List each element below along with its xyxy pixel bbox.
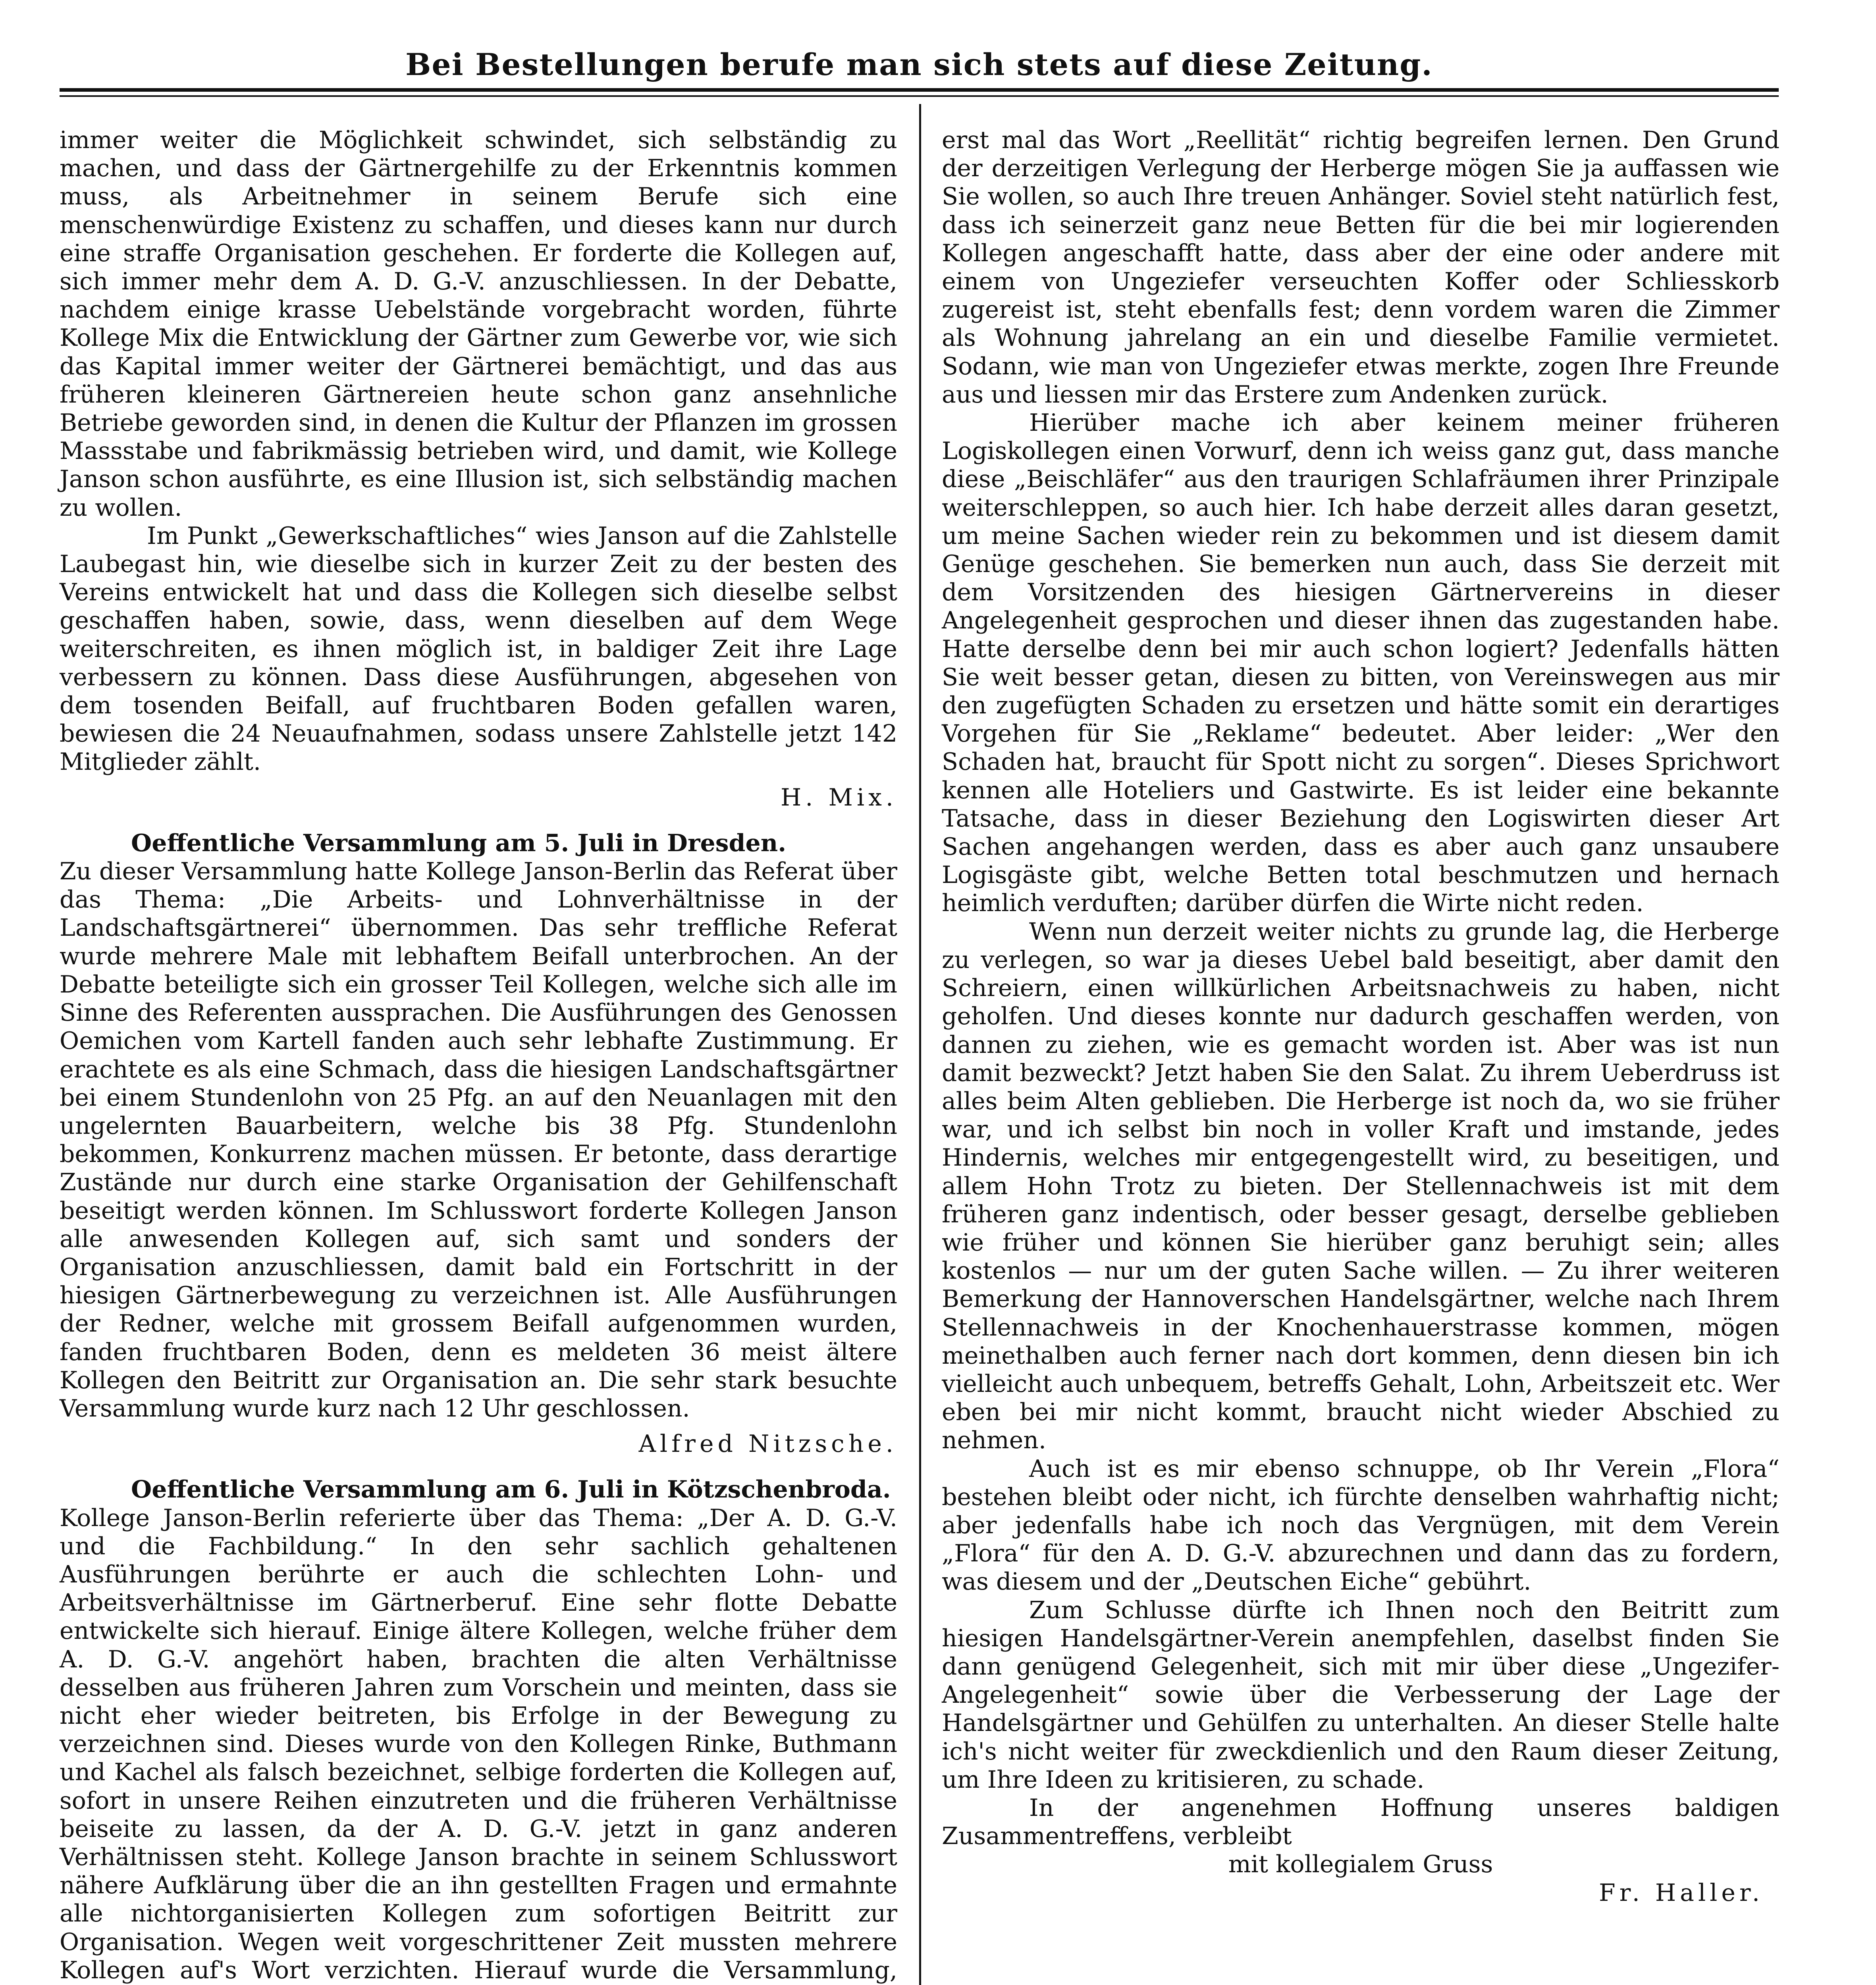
page-header-title: Bei Bestellungen berufe man sich stets auf diese Zeitung. xyxy=(405,47,1433,82)
article-paragraph: Kollege Janson-Berlin referierte über das Thema: „Der A. D. G.-V. und die Fachbildung.“ In den sehr sachlich gehaltenen Ausführungen berührte er auch die schlechten Lohn- und Arbeitsverhältnisse im Gärtnerberuf. Eine sehr flotte Debatte entwickelte sich hierauf. Einige ältere Kollegen, welche früher dem A. D. G.-V. angehört haben, brachten die alten Verhältnisse desselben aus früheren Jahren zum Vorschein und meinten, dass sie nicht eher wieder beitreten, bis Erfolge in der Bewegung zu verzeichnen sind. Dieses wurde von den Kollegen Rinke, Buthmann und Kachel als falsch bezeichnet, selbige forderten die Kollegen auf, sofort in unsere Reihen einzutreten und die früheren Verhältnisse beiseite zu lassen, da der A. D. G.-V. jetzt in ganz anderen Verhältnissen steht. Kollege Janson brachte in seinem Schlusswort nähere Aufklärung über die an ihn gestellten Fragen und ermahnte alle nichtorganisierten Kollegen zum sofortigen Beitritt zur Organisation. Wegen weit vorgeschrittener Zeit mussten mehrere Kollegen auf's Wort verzichten. Hierauf wurde die Versammlung, xyxy=(60,1504,897,1984)
article-paragraph: Wenn nun derzeit weiter nichts zu grunde lag, die Herberge zu verlegen, so war ja dieses Uebel bald beseitigt, aber damit den Schreiern, einen willkürlichen Arbeitsnachweis zu haben, nicht geholfen. Und dieses konnte nur dadurch geschaffen werden, von dannen zu ziehen, wie es gemacht worden ist. Aber was ist nun damit bezweckt? Jetzt haben Sie den Salat. Zu ihrem Ueberdruss ist alles beim Alten geblieben. Die Herberge ist noch da, wo sie früher war, und ich selbst bin noch in voller Kraft und imstande, jedes Hindernis, welches mir entgegengestellt wird, zu beseitigen, und allem Hohn Trotz zu bieten. Der Stellennachweis ist mit dem früheren ganz indentisch, oder besser gesagt, derselbe geblieben wie früher und können Sie hierüber ganz beruhigt sein; alles kostenlos — nur um der guten Sache willen. — Zu ihrer weiteren Bemerkung der Hannoverschen Handelsgärtner, welche nach Ihrem Stellennachweis in der Knochenhauerstrasse kommen, mögen meinethalben auch ferner nach dort kommen, denn diesen bin ich vielleicht auch unbequem, betreffs Gehalt, Lohn, Arbeitszeit etc. Wer eben bei mir nicht kommt, braucht nicht wieder Abschied zu nehmen. xyxy=(942,917,1780,1455)
header-rule-thin xyxy=(60,95,1779,97)
article-paragraph: In der angenehmen Hoffnung unseres baldigen Zusammentreffens, verbleibt xyxy=(942,1794,1780,1850)
article-paragraph: Im Punkt „Gewerkschaftliches“ wies Janson auf die Zahlstelle Laubegast hin, wie dieselbe sich in kurzer Zeit zu der besten des Vereins entwickelt hat und dass die Kollegen sich dieselbe selbst geschaffen haben, sowie, dass, wenn dieselben auf dem Wege weiterschreiten, es ihnen möglich ist, in baldiger Zeit ihre Lage verbessern zu können. Dass diese Ausführungen, abgesehen von dem tosenden Beifall, auf fruchtbaren Boden gefallen waren, bewiesen die 24 Neuaufnahmen, sodass unsere Zahlstelle jetzt 142 Mitglieder zählt. xyxy=(60,522,897,776)
article-paragraph: Zum Schlusse dürfte ich Ihnen noch den Beitritt zum hiesigen Handelsgärtner-Verein anempfehlen, daselbst finden Sie dann genügend Gelegenheit, sich mit mir über diese „Ungezifer-Angelegenheit“ sowie über die Verbesserung der Lage der Handelsgärtner und Gehülfen zu unterhalten. An dieser Stelle halte ich's nicht weiter für zweckdienlich und den Raum dieser Zeitung, um Ihre Ideen zu kritisieren, zu schade. xyxy=(942,1596,1780,1794)
header-rule xyxy=(60,88,1779,92)
section-heading: Oeffentliche Versammlung am 6. Juli in Kötzschenbroda. xyxy=(131,1476,891,1504)
article-paragraph: Zu dieser Versammlung hatte Kollege Janson-Berlin das Referat über das Thema: „Die Arbeits- und Lohnverhältnisse in der Landschaftsgärtnerei“ übernommen. Das sehr treffliche Referat wurde mehrere Male mit lebhaftem Beifall unterbrochen. An der Debatte beteiligte sich ein grosser Teil Kollegen, welche sich alle im Sinne des Referenten aussprachen. Die Ausführungen des Genossen Oemichen vom Kartell fanden auch sehr lebhafte Zustimmung. Er erachtete es als eine Schmach, dass die hiesigen Landschaftsgärtner bei einem Stundenlohn von 25 Pfg. an auf den Neuanlagen mit den ungelernten Bauarbeitern, welche bis 38 Pfg. Stundenlohn bekommen, Konkurrenz machen müssen. Er betonte, dass derartige Zustände nur durch eine starke Organisation der Gehilfenschaft beseitigt werden können. Im Schlusswort forderte Kollegen Janson alle anwesenden Kollegen auf, sich samt und sonders der Organisation anzuschliessen, damit bald ein Fortschritt in der hiesigen Gärtnerbewegung zu verzeichnen ist. Alle Ausführungen der Redner, welche mit grossem Beifall aufgenommen wurden, fanden fruchtbaren Boden, denn es meldeten 36 meist ältere Kollegen den Beitritt zur Organisation an. Die sehr stark besuchte Versammlung wurde kurz nach 12 Uhr geschlossen. xyxy=(60,858,897,1422)
left-column xyxy=(60,126,897,1985)
signature: H. Mix. xyxy=(780,783,897,811)
article-paragraph: erst mal das Wort „Reellität“ richtig begreifen lernen. Den Grund der derzeitigen Verlegung der Herberge mögen Sie ja auffassen wie Sie wollen, so auch Ihre treuen Anhänger. Soviel steht natürlich fest, dass ich seinerzeit ganz neue Betten für die bei mir logierenden Kollegen angeschafft hatte, dass aber der eine oder andere mit einem von Ungeziefer verseuchten Koffer oder Schliesskorb zugereist ist, steht ebenfalls fest; denn vordem waren die Zimmer als Wohnung jahrelang an ein und dieselbe Familie vermietet. Sodann, wie man von Ungeziefer etwas merkte, zogen Ihre Freunde aus und liessen mir das Erstere zum Andenken zurück. xyxy=(942,126,1780,409)
right-column xyxy=(942,126,1780,1907)
article-paragraph: immer weiter die Möglichkeit schwindet, sich selbständig zu machen, und dass der Gärtnergehilfe zu der Erkenntnis kommen muss, als Arbeitnehmer in seinem Berufe sich eine menschenwürdige Existenz zu schaffen, und dieses kann nur durch eine straffe Organisation geschehen. Er forderte die Kollegen auf, sich immer mehr dem A. D. G.-V. anzuschliessen. In der Debatte, nachdem einige krasse Uebelstände vorgebracht worden, führte Kollege Mix die Entwicklung der Gärtner zum Gewerbe vor, wie sich das Kapital immer weiter der Gärtnerei bemächtigt, und das aus früheren kleineren Gärtnereien heute schon ganz ansehnliche Betriebe geworden sind, in denen die Kultur der Pflanzen im grossen Massstabe und fabrikmässig betrieben wird, und damit, wie Kollege Janson schon ausführte, es eine Illusion ist, sich selbständig machen zu wollen. xyxy=(60,126,897,522)
closing-greeting: mit kollegialem Gruss xyxy=(1228,1850,1493,1879)
article-paragraph: Auch ist es mir ebenso schnuppe, ob Ihr Verein „Flora“ bestehen bleibt oder nicht, ich fürchte denselben wahrhaftig nicht; aber jedenfalls habe ich noch das Vergnügen, mit dem Verein „Flora“ für den A. D. G.-V. abzurechnen und dann das zu fordern, was diesem und der „Deutschen Eiche“ gebührt. xyxy=(942,1455,1780,1596)
column-divider xyxy=(919,104,921,1985)
signature: Alfred Nitzsche. xyxy=(638,1430,897,1458)
section-heading: Oeffentliche Versammlung am 5. Juli in Dresden. xyxy=(131,829,787,857)
signature: Fr. Haller. xyxy=(1598,1879,1764,1907)
article-paragraph: Hierüber mache ich aber keinem meiner früheren Logiskollegen einen Vorwurf, denn ich weiss ganz gut, dass manche diese „Beischläfer“ aus den traurigen Schlafräumen ihrer Prinzipale weiterschleppen, so auch hier. Ich habe derzeit alles daran gesetzt, um meine Sachen wieder rein zu bekommen und ist diesem damit Genüge geschehen. Sie bemerken nun auch, dass Sie derzeit mit dem Vorsitzenden des hiesigen Gärtnervereins in dieser Angelegenheit gesprochen und dieser ihnen das zugestanden habe. Hatte derselbe denn bei mir auch schon logiert? Jedenfalls hätten Sie weit besser getan, diesen zu bitten, von Vereinswegen aus mir den zugefügten Schaden zu ersetzen und hätte somit ein derartiges Vorgehen für Sie „Reklame“ bedeutet. Aber leider: „Wer den Schaden hat, braucht für Spott nicht zu sorgen“. Dieses Sprichwort kennen alle Hoteliers und Gastwirte. Es ist leider eine bekannte Tatsache, dass in dieser Beziehung den Logiswirten dieser Art Sachen angehangen werden, dass es aber auch ganz unsaubere Logisgäste gibt, welche Betten total beschmutzen und hernach heimlich verduften; darüber dürfen die Wirte nicht reden. xyxy=(942,409,1780,917)
